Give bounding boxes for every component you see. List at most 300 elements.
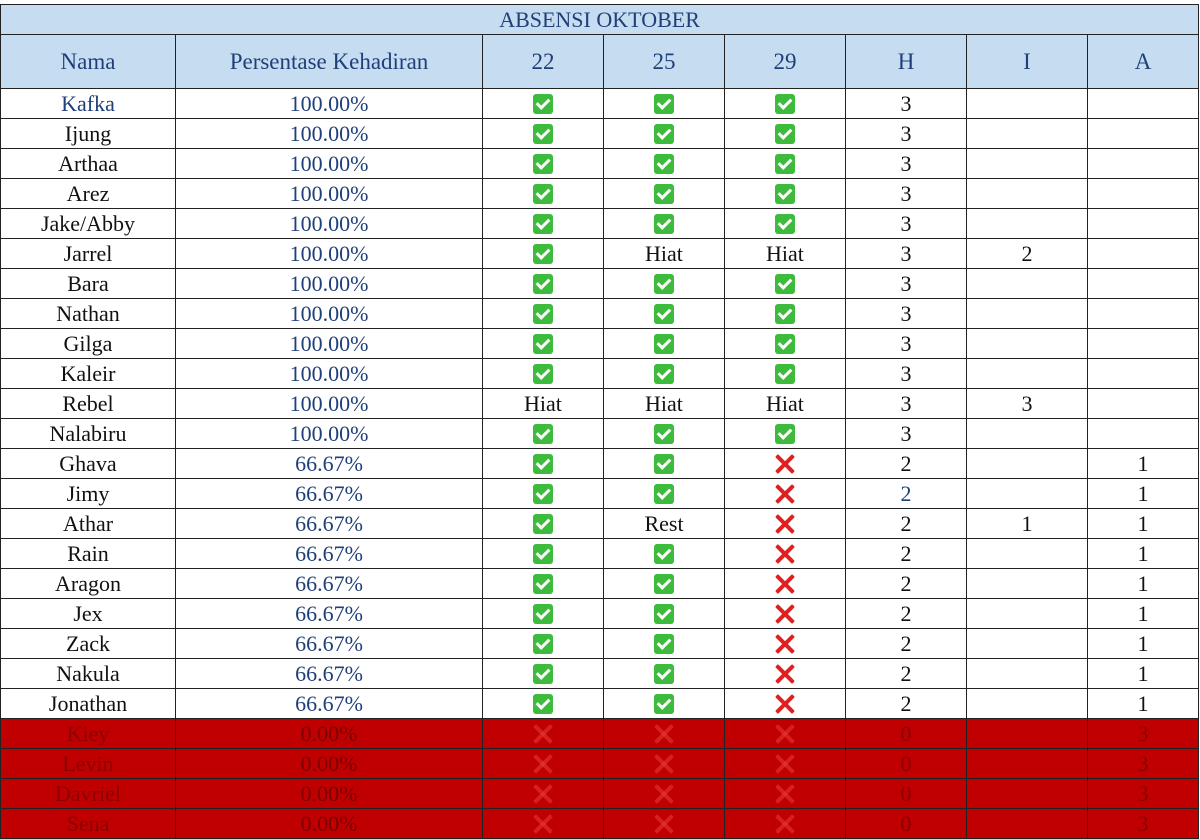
alpha-count: 3 [1137,751,1149,776]
date-29-cell[interactable] [725,719,846,749]
percentage-cell[interactable] [176,359,483,389]
percentage-cell[interactable] [176,719,483,749]
date-25-cell[interactable] [604,209,725,239]
day-status-text: Hiat [645,241,683,266]
hadir-count-cell[interactable] [846,239,967,269]
percentage-cell[interactable] [176,479,483,509]
name-cell[interactable] [1,149,176,179]
table-row [1,479,1199,509]
check-icon [654,544,674,564]
hadir-count: 3 [900,241,912,266]
alpha-count: 1 [1137,481,1149,506]
date-25-cell[interactable] [604,119,725,149]
date-25-cell[interactable] [604,779,725,809]
date-29-cell[interactable] [725,389,846,419]
date-22-cell[interactable] [483,329,604,359]
cross-icon [773,572,797,596]
hadir-count: 3 [900,391,912,416]
column-header-persentase[interactable]: Persentase Kehadiran [176,35,483,89]
izin-count-cell[interactable] [967,449,1088,479]
percentage-cell[interactable] [176,329,483,359]
hadir-count-cell[interactable] [846,149,967,179]
member-name: Kafka [61,91,115,116]
check-icon [533,574,553,594]
date-29-cell[interactable] [725,779,846,809]
name-cell[interactable] [1,779,176,809]
date-25-cell[interactable] [604,659,725,689]
izin-count-cell[interactable] [967,599,1088,629]
percentage-cell[interactable] [176,209,483,239]
hadir-count: 2 [900,601,912,626]
date-29-cell[interactable] [725,479,846,509]
hadir-count-cell[interactable] [846,569,967,599]
date-22-cell[interactable] [483,179,604,209]
alpha-count-cell[interactable] [1088,209,1199,239]
name-cell[interactable] [1,569,176,599]
check-icon [533,214,553,234]
date-22-cell[interactable] [483,539,604,569]
percentage-cell[interactable] [176,629,483,659]
name-cell[interactable] [1,359,176,389]
date-25-cell[interactable] [604,719,725,749]
name-cell[interactable] [1,659,176,689]
name-cell[interactable] [1,419,176,449]
alpha-count-cell[interactable] [1088,569,1199,599]
table-row [1,809,1199,839]
date-29-cell[interactable] [725,509,846,539]
check-icon [654,424,674,444]
date-29-cell[interactable] [725,239,846,269]
izin-count-cell[interactable] [967,569,1088,599]
date-25-cell[interactable] [604,389,725,419]
hadir-count-cell[interactable] [846,659,967,689]
date-22-cell[interactable] [483,479,604,509]
alpha-count-cell[interactable] [1088,509,1199,539]
hadir-count-cell[interactable] [846,629,967,659]
check-icon [533,184,553,204]
date-29-cell[interactable] [725,329,846,359]
izin-count: 1 [1021,511,1033,536]
name-cell[interactable] [1,479,176,509]
izin-count-cell[interactable] [967,719,1088,749]
alpha-count-cell[interactable] [1088,779,1199,809]
name-cell[interactable] [1,209,176,239]
check-icon [654,604,674,624]
hadir-count-cell[interactable] [846,179,967,209]
table-row [1,689,1199,719]
name-cell[interactable] [1,119,176,149]
hadir-count-cell[interactable] [846,359,967,389]
name-cell[interactable] [1,509,176,539]
date-22-cell[interactable] [483,629,604,659]
attendance-percentage: 66.67% [295,511,363,536]
date-29-cell[interactable] [725,539,846,569]
izin-count-cell[interactable] [967,749,1088,779]
izin-count-cell[interactable] [967,149,1088,179]
date-25-cell[interactable] [604,539,725,569]
day-status-text: Hiat [766,391,804,416]
percentage-cell[interactable] [176,509,483,539]
member-name: Jonathan [48,691,128,716]
date-22-cell[interactable] [483,149,604,179]
check-icon [654,454,674,474]
table-row [1,89,1199,119]
date-25-cell[interactable] [604,689,725,719]
date-25-cell[interactable] [604,179,725,209]
alpha-count-cell[interactable] [1088,419,1199,449]
attendance-percentage: 66.67% [295,571,363,596]
izin-count-cell[interactable] [967,209,1088,239]
percentage-cell[interactable] [176,389,483,419]
date-29-cell[interactable] [725,629,846,659]
name-cell[interactable] [1,89,176,119]
percentage-cell[interactable] [176,239,483,269]
check-icon [654,364,674,384]
column-header-alpha[interactable]: A [1088,35,1199,89]
date-25-cell[interactable] [604,449,725,479]
check-icon [775,184,795,204]
date-22-cell[interactable] [483,749,604,779]
alpha-count-cell[interactable] [1088,149,1199,179]
percentage-cell[interactable] [176,149,483,179]
percentage-cell[interactable] [176,449,483,479]
hadir-count: 2 [900,631,912,656]
member-name: Levin [62,751,114,776]
attendance-percentage: 100.00% [289,211,369,236]
percentage-cell[interactable] [176,809,483,839]
date-29-cell[interactable] [725,179,846,209]
percentage-cell[interactable] [176,659,483,689]
date-25-cell[interactable] [604,509,725,539]
alpha-count: 1 [1137,631,1149,656]
izin-count-cell[interactable] [967,119,1088,149]
alpha-count-cell[interactable] [1088,119,1199,149]
date-29-cell[interactable] [725,149,846,179]
alpha-count-cell[interactable] [1088,599,1199,629]
date-22-cell[interactable] [483,569,604,599]
izin-count-cell[interactable] [967,359,1088,389]
hadir-count-cell[interactable] [846,599,967,629]
percentage-cell[interactable] [176,179,483,209]
check-icon [533,664,553,684]
check-icon [775,124,795,144]
name-cell[interactable] [1,299,176,329]
date-22-cell[interactable] [483,509,604,539]
name-cell[interactable] [1,719,176,749]
column-header-date-22[interactable]: 22 [483,35,604,89]
date-22-cell[interactable] [483,89,604,119]
date-25-cell[interactable] [604,809,725,839]
date-29-cell[interactable] [725,209,846,239]
percentage-cell[interactable] [176,419,483,449]
date-22-cell[interactable] [483,209,604,239]
attendance-percentage: 0.00% [300,751,358,776]
percentage-cell[interactable] [176,299,483,329]
izin-count-cell[interactable] [967,269,1088,299]
hadir-count-cell[interactable] [846,419,967,449]
member-name: Athar [62,511,114,536]
alpha-count-cell[interactable] [1088,809,1199,839]
hadir-count-cell[interactable] [846,779,967,809]
name-cell[interactable] [1,539,176,569]
table-row [1,569,1199,599]
table-row [1,389,1199,419]
alpha-count-cell[interactable] [1088,299,1199,329]
alpha-count: 1 [1137,691,1149,716]
alpha-count-cell[interactable] [1088,239,1199,269]
alpha-count-cell[interactable] [1088,749,1199,779]
percentage-cell[interactable] [176,89,483,119]
hadir-count: 3 [900,151,912,176]
izin-count-cell[interactable] [967,179,1088,209]
name-cell[interactable] [1,689,176,719]
date-25-cell[interactable] [604,239,725,269]
izin-count-cell[interactable] [967,299,1088,329]
date-22-cell[interactable] [483,779,604,809]
date-25-cell[interactable] [604,419,725,449]
date-22-cell[interactable] [483,599,604,629]
percentage-cell[interactable] [176,599,483,629]
alpha-count-cell[interactable] [1088,449,1199,479]
table-row [1,509,1199,539]
izin-count-cell[interactable] [967,419,1088,449]
izin-count-cell[interactable] [967,539,1088,569]
date-22-cell[interactable] [483,419,604,449]
date-22-cell[interactable] [483,389,604,419]
hadir-count-cell[interactable] [846,539,967,569]
attendance-percentage: 100.00% [289,421,369,446]
alpha-count-cell[interactable] [1088,89,1199,119]
date-25-cell[interactable] [604,329,725,359]
izin-count-cell[interactable] [967,659,1088,689]
member-name: Jimy [66,481,110,506]
izin-count-cell[interactable] [967,239,1088,269]
date-22-cell[interactable] [483,719,604,749]
alpha-count-cell[interactable] [1088,629,1199,659]
izin-count-cell[interactable] [967,479,1088,509]
attendance-percentage: 66.67% [295,481,363,506]
date-22-cell[interactable] [483,809,604,839]
hadir-count-cell[interactable] [846,509,967,539]
name-cell[interactable] [1,239,176,269]
alpha-count-cell[interactable] [1088,689,1199,719]
check-icon [533,124,553,144]
member-name: Jex [73,601,103,626]
alpha-count: 1 [1137,661,1149,686]
cross-icon [531,722,555,746]
alpha-count-cell[interactable] [1088,479,1199,509]
check-icon [775,364,795,384]
date-25-cell[interactable] [604,299,725,329]
attendance-percentage: 66.67% [295,601,363,626]
member-name: Nalabiru [49,421,127,446]
table-row [1,119,1199,149]
table-row [1,539,1199,569]
column-header-izin[interactable]: I [967,35,1088,89]
alpha-count-cell[interactable] [1088,359,1199,389]
hadir-count-cell[interactable] [846,719,967,749]
izin-count-cell[interactable] [967,689,1088,719]
day-status-text: Hiat [645,391,683,416]
attendance-percentage: 100.00% [289,121,369,146]
check-icon [533,544,553,564]
check-icon [654,184,674,204]
attendance-percentage: 0.00% [300,781,358,806]
attendance-percentage: 66.67% [295,661,363,686]
check-icon [654,664,674,684]
name-cell[interactable] [1,749,176,779]
name-cell[interactable] [1,449,176,479]
percentage-cell[interactable] [176,569,483,599]
percentage-cell[interactable] [176,539,483,569]
hadir-count-cell[interactable] [846,89,967,119]
name-cell[interactable] [1,389,176,419]
date-29-cell[interactable] [725,659,846,689]
cross-icon [652,782,676,806]
hadir-count-cell[interactable] [846,269,967,299]
date-25-cell[interactable] [604,599,725,629]
column-header-hadir[interactable]: H [846,35,967,89]
hadir-count-cell[interactable] [846,449,967,479]
check-icon [533,634,553,654]
alpha-count: 1 [1137,541,1149,566]
date-25-cell[interactable] [604,749,725,779]
alpha-count-cell[interactable] [1088,269,1199,299]
hadir-count: 3 [900,271,912,296]
name-cell[interactable] [1,629,176,659]
izin-count-cell[interactable] [967,329,1088,359]
table-row [1,449,1199,479]
date-22-cell[interactable] [483,239,604,269]
name-cell[interactable] [1,269,176,299]
date-29-cell[interactable] [725,89,846,119]
date-29-cell[interactable] [725,269,846,299]
izin-count: 2 [1021,241,1033,266]
attendance-percentage: 66.67% [295,541,363,566]
hadir-count-cell[interactable] [846,749,967,779]
date-29-cell[interactable] [725,749,846,779]
alpha-count-cell[interactable] [1088,179,1199,209]
izin-count-cell[interactable] [967,89,1088,119]
member-name: Nakula [56,661,120,686]
date-22-cell[interactable] [483,299,604,329]
izin-count-cell[interactable] [967,629,1088,659]
alpha-count-cell[interactable] [1088,539,1199,569]
hadir-count-cell[interactable] [846,119,967,149]
date-25-cell[interactable] [604,269,725,299]
check-icon [533,604,553,624]
attendance-percentage: 100.00% [289,331,369,356]
percentage-cell[interactable] [176,749,483,779]
alpha-count: 1 [1137,571,1149,596]
date-25-cell[interactable] [604,629,725,659]
percentage-cell[interactable] [176,119,483,149]
date-25-cell[interactable] [604,89,725,119]
hadir-count-cell[interactable] [846,809,967,839]
date-22-cell[interactable] [483,659,604,689]
alpha-count: 1 [1137,511,1149,536]
alpha-count-cell[interactable] [1088,329,1199,359]
date-25-cell[interactable] [604,479,725,509]
date-29-cell[interactable] [725,809,846,839]
date-22-cell[interactable] [483,269,604,299]
date-22-cell[interactable] [483,119,604,149]
attendance-percentage: 66.67% [295,451,363,476]
hadir-count: 0 [900,781,912,806]
date-29-cell[interactable] [725,449,846,479]
date-25-cell[interactable] [604,569,725,599]
date-29-cell[interactable] [725,689,846,719]
date-29-cell[interactable] [725,359,846,389]
izin-count-cell[interactable] [967,389,1088,419]
izin-count-cell[interactable] [967,809,1088,839]
date-25-cell[interactable] [604,149,725,179]
izin-count-cell[interactable] [967,509,1088,539]
date-22-cell[interactable] [483,359,604,389]
table-row [1,179,1199,209]
date-29-cell[interactable] [725,419,846,449]
cross-icon [531,782,555,806]
name-cell[interactable] [1,179,176,209]
alpha-count: 3 [1137,811,1149,836]
date-29-cell[interactable] [725,599,846,629]
alpha-count-cell[interactable] [1088,719,1199,749]
check-icon [775,274,795,294]
hadir-count-cell[interactable] [846,389,967,419]
name-cell[interactable] [1,809,176,839]
column-header-date-29[interactable]: 29 [725,35,846,89]
alpha-count-cell[interactable] [1088,389,1199,419]
name-cell[interactable] [1,599,176,629]
date-25-cell[interactable] [604,359,725,389]
check-icon [533,334,553,354]
cross-icon [773,512,797,536]
attendance-percentage: 0.00% [300,811,358,836]
percentage-cell[interactable] [176,689,483,719]
date-29-cell[interactable] [725,299,846,329]
cross-icon [773,812,797,836]
percentage-cell[interactable] [176,269,483,299]
hadir-count: 2 [900,511,912,536]
hadir-count-cell[interactable] [846,479,967,509]
column-header-nama[interactable]: Nama [1,35,176,89]
hadir-count-cell[interactable] [846,299,967,329]
hadir-count-cell[interactable] [846,209,967,239]
attendance-percentage: 66.67% [295,691,363,716]
name-cell[interactable] [1,329,176,359]
cross-icon [773,482,797,506]
check-icon [654,484,674,504]
percentage-cell[interactable] [176,779,483,809]
hadir-count-cell[interactable] [846,689,967,719]
table-row [1,299,1199,329]
date-22-cell[interactable] [483,689,604,719]
hadir-count: 3 [900,181,912,206]
member-name: Zack [66,631,110,656]
check-icon [533,424,553,444]
check-icon [654,124,674,144]
attendance-percentage: 100.00% [289,151,369,176]
column-header-date-25[interactable]: 25 [604,35,725,89]
hadir-count-cell[interactable] [846,329,967,359]
date-22-cell[interactable] [483,449,604,479]
alpha-count: 1 [1137,451,1149,476]
izin-count-cell[interactable] [967,779,1088,809]
date-29-cell[interactable] [725,569,846,599]
hadir-count: 2 [900,541,912,566]
alpha-count-cell[interactable] [1088,659,1199,689]
date-29-cell[interactable] [725,119,846,149]
